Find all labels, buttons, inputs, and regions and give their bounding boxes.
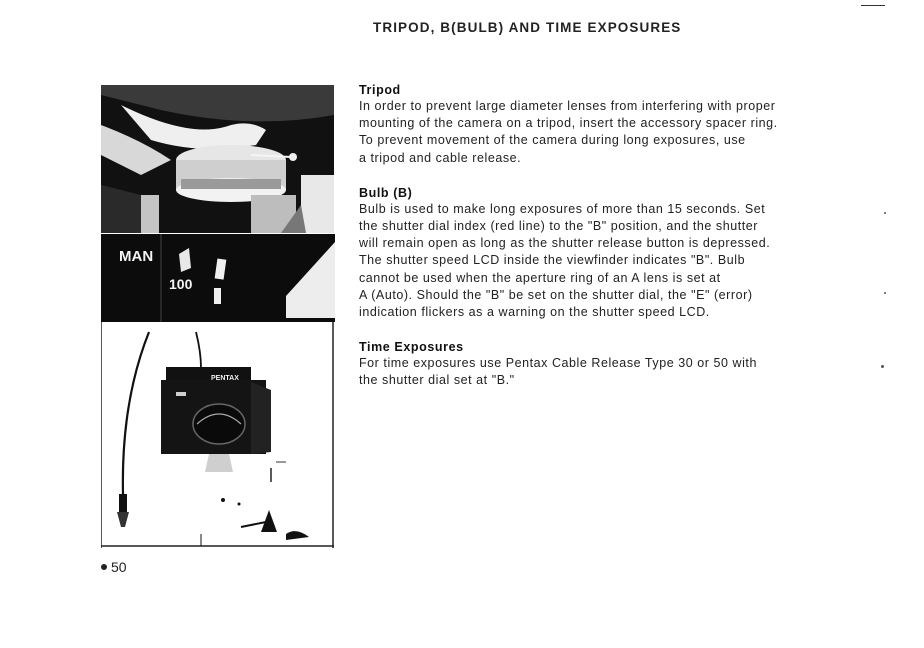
body-line: a tripod and cable release. [359,150,522,165]
section-heading: Tripod [359,83,401,97]
body-line: Bulb is used to make long exposures of more than 15 seconds. Set [359,201,766,216]
photo-tripod-spacer-ring [101,85,334,234]
scan-speck [884,292,886,294]
body-line: the shutter dial index (red line) to the "B" position, and the shutter [359,219,758,234]
section-bulb [359,186,859,321]
photo-shutter-dial-lcd [101,234,335,322]
scan-speck [884,212,886,214]
section-body [359,201,859,321]
section-heading: Time Exposures [359,340,464,355]
body-line: cannot be used when the aperture ring of an A lens is set at [359,270,721,285]
dial-label-100: 100 [169,276,193,292]
section-body [359,98,859,167]
text-column [359,83,859,409]
body-line: For time exposures use Pentax Cable Release Type 30 or 50 with [359,356,757,371]
page-edge-mark [861,5,885,6]
photo-camera-cable-release [101,322,335,548]
body-line: To prevent movement of the camera during long exposures, use [359,133,746,148]
section-body [359,355,859,389]
section-tripod [359,83,859,167]
page-number-bullet [101,564,107,570]
dial-label-man: MAN [119,248,154,265]
body-line: A (Auto). Should the "B" be set on the shutter dial, the "E" (error) [359,287,753,302]
body-line: the shutter dial set at "B." [359,373,515,388]
body-line: will remain open as long as the shutter release button is depressed. [359,236,771,251]
scan-speck [881,365,884,368]
section-time-exposures [359,340,859,389]
body-line: indication flickers as a warning on the shutter speed LCD. [359,305,710,320]
page-number-text: 50 [111,559,127,575]
camera-brand-label: PENTAX [211,375,239,382]
section-heading: Bulb (B) [359,185,413,200]
page-number [101,559,127,575]
photo-column [101,85,335,548]
page-title: TRIPOD, B(BULB) AND TIME EXPOSURES [373,20,682,35]
body-line: mounting of the camera on a tripod, insert the accessory spacer ring. [359,116,778,131]
body-line: The shutter speed LCD inside the viewfinder indicates "B". Bulb [359,253,746,268]
body-line: In order to prevent large diameter lenses from interfering with proper [359,99,776,113]
